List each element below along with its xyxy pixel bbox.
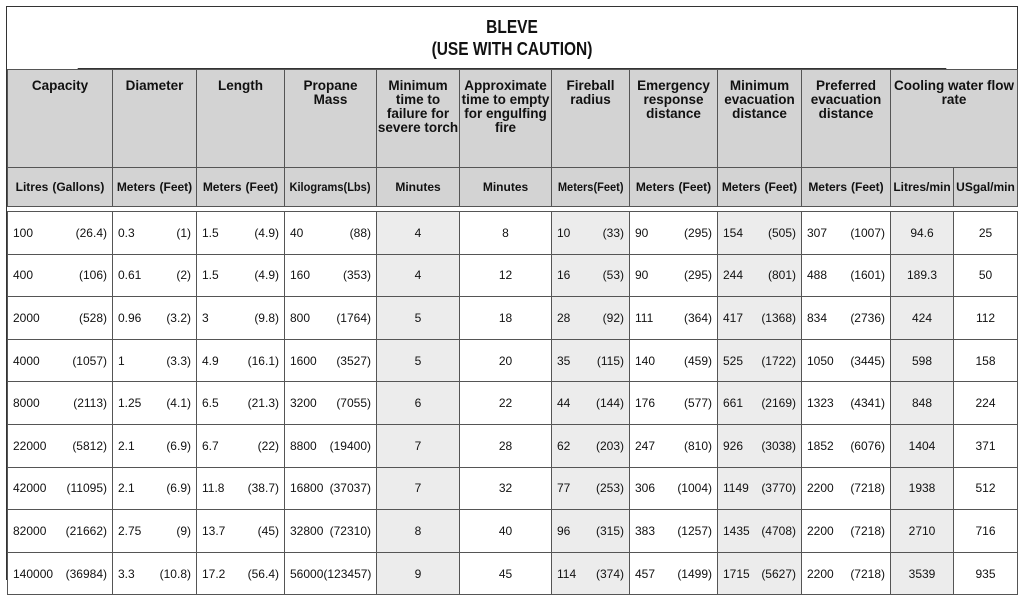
- cell-value: 62: [557, 438, 571, 453]
- table-cell: [718, 382, 802, 425]
- cell-value-alt: (2169): [761, 396, 796, 411]
- table-row: [8, 254, 1018, 297]
- cell-value-alt: (21662): [65, 523, 107, 538]
- cell-value: 4.9: [202, 353, 219, 368]
- cell-value: 1.5: [202, 268, 219, 283]
- table-cell: 4: [377, 212, 460, 255]
- table-cell: [630, 297, 718, 340]
- unit-emergency: Meters (Feet): [630, 168, 718, 207]
- cell-value-alt: (4708): [761, 523, 796, 538]
- table-cell: [113, 382, 197, 425]
- cell-value-alt: (123457): [323, 566, 372, 581]
- table-cell: [630, 467, 718, 510]
- cell-value: 306: [635, 481, 656, 496]
- header-min-time: Minimum time to failure for severe torch: [377, 70, 460, 168]
- cell-value: 2200: [807, 523, 834, 538]
- table-cell: [630, 424, 718, 467]
- cell-value-alt: (7218): [850, 481, 885, 496]
- cell-value-alt: (3.2): [166, 310, 191, 325]
- table-cell: [8, 212, 113, 255]
- table-cell: 716: [954, 510, 1018, 553]
- header-approx-time: Approximate time to empty for engulfing fire: [460, 70, 552, 168]
- cell-value: 8800: [290, 438, 317, 453]
- table-cell: 9: [377, 552, 460, 595]
- table-cell: [113, 212, 197, 255]
- table-cell: [630, 212, 718, 255]
- cell-value: 1435: [723, 523, 750, 538]
- table-cell: [8, 297, 113, 340]
- cell-value-alt: (11095): [66, 481, 107, 496]
- cell-value: 1149: [723, 481, 749, 496]
- cell-value-alt: (4.9): [254, 225, 279, 240]
- table-cell: [113, 254, 197, 297]
- cell-value-alt: (1499): [677, 566, 712, 581]
- table-cell: 40: [460, 510, 552, 553]
- cell-value: 1.5: [202, 225, 219, 240]
- table-cell: [197, 510, 285, 553]
- table-cell: [285, 339, 377, 382]
- cell-value: 3200: [290, 396, 317, 411]
- title-line-1: BLEVE: [486, 17, 538, 37]
- cell-value: 111: [635, 310, 654, 325]
- cell-value: 1050: [807, 353, 834, 368]
- table-cell: [802, 467, 891, 510]
- cell-value: 32800: [290, 523, 324, 538]
- cell-value-alt: (37037): [329, 481, 371, 496]
- table-cell: [718, 297, 802, 340]
- table-cell: [802, 212, 891, 255]
- cell-value: 114: [557, 566, 577, 581]
- cell-value: 77: [557, 481, 571, 496]
- table-cell: [197, 254, 285, 297]
- cell-value-alt: (295): [683, 225, 712, 240]
- cell-value-alt: (315): [595, 523, 624, 538]
- cell-value-alt: (21.3): [247, 396, 279, 411]
- cell-value-alt: (9): [176, 523, 191, 538]
- cell-value-alt: (144): [595, 396, 624, 411]
- table-cell: [197, 382, 285, 425]
- cell-value-alt: (10.8): [159, 566, 191, 581]
- table-cell: 8: [460, 212, 552, 255]
- cell-value: 16: [557, 268, 571, 283]
- cell-value: 0.96: [118, 310, 142, 325]
- cell-value: 17.2: [202, 566, 226, 581]
- cell-value: 100: [13, 225, 34, 240]
- table-cell: 5: [377, 339, 460, 382]
- cell-value-alt: (353): [342, 268, 371, 283]
- cell-value-alt: (1007): [850, 225, 885, 240]
- cell-value: 1600: [290, 353, 317, 368]
- cell-value-alt: (5627): [761, 566, 796, 581]
- table-cell: [8, 510, 113, 553]
- cell-value-alt: (1257): [677, 523, 712, 538]
- table-row: [8, 212, 1018, 255]
- table-cell: [552, 510, 630, 553]
- table-cell: [718, 510, 802, 553]
- table-cell: [197, 467, 285, 510]
- table-cell: [285, 467, 377, 510]
- cell-value: 834: [807, 310, 828, 325]
- header-capacity: Capacity: [8, 70, 113, 168]
- table-cell: [113, 424, 197, 467]
- cell-value: 176: [635, 396, 656, 411]
- cell-value-alt: (115): [596, 353, 624, 368]
- cell-value-alt: (16.1): [247, 353, 279, 368]
- table-cell: [113, 552, 197, 595]
- cell-value: 0.3: [118, 225, 135, 240]
- table-cell: [197, 339, 285, 382]
- table-cell: [718, 552, 802, 595]
- unit-min-time: Minutes: [377, 168, 460, 207]
- cell-value-alt: (3527): [336, 353, 371, 368]
- cell-value-alt: (53): [602, 268, 624, 283]
- cell-value: 56000: [290, 566, 324, 581]
- cell-value: 417: [723, 310, 744, 325]
- table-cell: 45: [460, 552, 552, 595]
- table-cell: [285, 212, 377, 255]
- cell-value: 2.1: [118, 481, 135, 496]
- table-cell: [802, 424, 891, 467]
- unit-pref-evac: Meters (Feet): [802, 168, 891, 207]
- table-cell: 18: [460, 297, 552, 340]
- cell-value: 400: [13, 268, 34, 283]
- table-cell: [802, 510, 891, 553]
- table-row: [8, 297, 1018, 340]
- table-cell: 6: [377, 382, 460, 425]
- table-cell: 8: [377, 510, 460, 553]
- unit-min-evac: Meters (Feet): [718, 168, 802, 207]
- table-cell: [113, 467, 197, 510]
- table-cell: 2710: [891, 510, 954, 553]
- cell-value-alt: (22): [257, 438, 279, 453]
- cell-value-alt: (1601): [850, 268, 885, 283]
- table-cell: 5: [377, 297, 460, 340]
- cell-value-alt: (36984): [65, 566, 107, 581]
- table-cell: 424: [891, 297, 954, 340]
- table-cell: [552, 339, 630, 382]
- table-cell: 935: [954, 552, 1018, 595]
- cell-value: 154: [723, 225, 744, 240]
- cell-value-alt: (1368): [761, 310, 796, 325]
- table-title: [78, 7, 947, 69]
- table-cell: [552, 297, 630, 340]
- cell-value: 1: [118, 353, 125, 368]
- table-cell: [197, 212, 285, 255]
- cell-value: 1.25: [118, 396, 142, 411]
- cell-value-alt: (1004): [677, 481, 712, 496]
- cell-value: 82000: [13, 523, 47, 538]
- cell-value-alt: (2736): [850, 310, 885, 325]
- cell-value: 926: [723, 438, 744, 453]
- cell-value-alt: (106): [78, 268, 107, 283]
- cell-value: 6.5: [202, 396, 219, 411]
- table-cell: [630, 339, 718, 382]
- table-cell: [197, 552, 285, 595]
- table-cell: [8, 382, 113, 425]
- table-cell: [8, 467, 113, 510]
- cell-value-alt: (3770): [761, 481, 796, 496]
- cell-value-alt: (528): [78, 310, 107, 325]
- cell-value: 90: [635, 268, 649, 283]
- table-cell: [8, 339, 113, 382]
- table-cell: [8, 254, 113, 297]
- cell-value-alt: (7055): [336, 396, 371, 411]
- table-cell: [718, 212, 802, 255]
- table-cell: 189.3: [891, 254, 954, 297]
- bleve-table-frame: [6, 6, 1018, 580]
- table-cell: 4: [377, 254, 460, 297]
- unit-capacity: Litres (Gallons): [8, 168, 113, 207]
- table-cell: [718, 339, 802, 382]
- title-line-2: (USE WITH CAUTION): [431, 39, 593, 59]
- unit-length: Meters (Feet): [197, 168, 285, 207]
- table-cell: 7: [377, 467, 460, 510]
- cell-value: 3.3: [118, 566, 135, 581]
- table-cell: 371: [954, 424, 1018, 467]
- cell-value: 457: [635, 566, 656, 581]
- cell-value: 140000: [13, 566, 54, 581]
- header-propane-mass: Propane Mass: [285, 70, 377, 168]
- cell-value-alt: (505): [767, 225, 796, 240]
- table-cell: 3539: [891, 552, 954, 595]
- cell-value-alt: (4.1): [166, 396, 191, 411]
- cell-value: 6.7: [202, 438, 219, 453]
- cell-value-alt: (6.9): [166, 481, 191, 496]
- table-cell: [630, 382, 718, 425]
- unit-approx-time: Minutes: [460, 168, 552, 207]
- cell-value-alt: (5812): [72, 438, 107, 453]
- cell-value: 244: [723, 268, 744, 283]
- header-min-evac: Minimum evacuation distance: [718, 70, 802, 168]
- cell-value: 44: [557, 396, 571, 411]
- unit-fireball: Meters(Feet): [552, 168, 630, 207]
- table-row: [8, 510, 1018, 553]
- cell-value-alt: (92): [602, 310, 624, 325]
- cell-value: 140: [635, 353, 656, 368]
- cell-value-alt: (45): [257, 523, 279, 538]
- table-row: [8, 339, 1018, 382]
- table-cell: 158: [954, 339, 1018, 382]
- cell-value-alt: (72310): [329, 523, 371, 538]
- table-cell: [630, 552, 718, 595]
- cell-value-alt: (1764): [336, 310, 371, 325]
- cell-value: 11.8: [202, 481, 225, 496]
- table-cell: 512: [954, 467, 1018, 510]
- table-cell: 22: [460, 382, 552, 425]
- cell-value: 40: [290, 225, 304, 240]
- header-length: Length: [197, 70, 285, 168]
- cell-value-alt: (38.7): [247, 481, 279, 496]
- cell-value-alt: (253): [595, 481, 624, 496]
- cell-value-alt: (577): [683, 396, 712, 411]
- cell-value-alt: (295): [683, 268, 712, 283]
- cell-value: 160: [290, 268, 311, 283]
- cell-value-alt: (1): [176, 225, 191, 240]
- cell-value: 2200: [807, 566, 834, 581]
- cell-value: 0.61: [118, 268, 142, 283]
- table-cell: [552, 552, 630, 595]
- cell-value: 488: [807, 268, 828, 283]
- table-cell: 7: [377, 424, 460, 467]
- table-cell: [285, 382, 377, 425]
- table-cell: [113, 339, 197, 382]
- table-cell: [802, 552, 891, 595]
- table-cell: 112: [954, 297, 1018, 340]
- cell-value-alt: (364): [683, 310, 712, 325]
- cell-value: 8000: [13, 396, 40, 411]
- cell-value: 13.7: [202, 523, 226, 538]
- table-cell: [718, 424, 802, 467]
- table-cell: [552, 212, 630, 255]
- table-cell: [718, 467, 802, 510]
- table-cell: [197, 297, 285, 340]
- cell-value-alt: (88): [349, 225, 371, 240]
- table-cell: [285, 297, 377, 340]
- cell-value: 2.1: [118, 438, 135, 453]
- cell-value-alt: (810): [683, 438, 712, 453]
- cell-value-alt: (6076): [850, 438, 885, 453]
- header-fireball: Fireball radius: [552, 70, 630, 168]
- table-cell: 848: [891, 382, 954, 425]
- table-cell: 50: [954, 254, 1018, 297]
- cell-value: 3: [202, 310, 209, 325]
- table-cell: [197, 424, 285, 467]
- table-cell: [552, 382, 630, 425]
- cell-value-alt: (4341): [850, 396, 885, 411]
- cell-value-alt: (6.9): [166, 438, 191, 453]
- cell-value: 16800: [290, 481, 324, 496]
- table-cell: [285, 424, 377, 467]
- table-cell: [552, 467, 630, 510]
- cell-value-alt: (56.4): [247, 566, 279, 581]
- cell-value: 4000: [13, 353, 40, 368]
- cell-value-alt: (374): [595, 566, 624, 581]
- cell-value-alt: (3445): [850, 353, 885, 368]
- table-cell: [8, 552, 113, 595]
- table-cell: 20: [460, 339, 552, 382]
- cell-value: 1323: [807, 396, 834, 411]
- table-cell: [630, 254, 718, 297]
- cell-value: 2200: [807, 481, 834, 496]
- cell-value: 1852: [807, 438, 834, 453]
- cell-value-alt: (9.8): [254, 310, 279, 325]
- cell-value: 96: [557, 523, 571, 538]
- cell-value: 661: [723, 396, 744, 411]
- table-cell: [552, 254, 630, 297]
- unit-propane-mass: Kilograms(Lbs): [285, 168, 377, 207]
- header-pref-evac: Preferred evacuation distance: [802, 70, 891, 168]
- table-cell: [285, 552, 377, 595]
- cell-value: 2000: [13, 310, 40, 325]
- table-cell: 94.6: [891, 212, 954, 255]
- table-cell: [552, 424, 630, 467]
- cell-value-alt: (1057): [72, 353, 107, 368]
- table-cell: [8, 424, 113, 467]
- table-cell: 32: [460, 467, 552, 510]
- cell-value: 800: [290, 310, 311, 325]
- header-diameter: Diameter: [113, 70, 197, 168]
- cell-value: 307: [807, 225, 828, 240]
- table-cell: [802, 254, 891, 297]
- cell-value-alt: (7218): [850, 523, 885, 538]
- header-emergency: Emergency response distance: [630, 70, 718, 168]
- cell-value-alt: (7218): [850, 566, 885, 581]
- cell-value: 2.75: [118, 523, 142, 538]
- table-cell: [630, 510, 718, 553]
- cell-value-alt: (801): [767, 268, 796, 283]
- table-cell: [802, 297, 891, 340]
- cell-value: 525: [723, 353, 744, 368]
- table-cell: 12: [460, 254, 552, 297]
- table-cell: [802, 339, 891, 382]
- cell-value: 90: [635, 225, 649, 240]
- cell-value-alt: (33): [602, 225, 624, 240]
- table-row: [8, 424, 1018, 467]
- unit-cooling-usgal: USgal/min: [954, 168, 1018, 207]
- cell-value: 247: [635, 438, 656, 453]
- unit-cooling-litres: Litres/min: [891, 168, 954, 207]
- table-cell: 1938: [891, 467, 954, 510]
- cell-value: 42000: [13, 481, 47, 496]
- cell-value: 35: [557, 353, 571, 368]
- cell-value-alt: (2113): [73, 396, 107, 411]
- cell-value: 22000: [13, 438, 47, 453]
- table-cell: [113, 510, 197, 553]
- table-cell: [802, 382, 891, 425]
- cell-value: 28: [557, 310, 571, 325]
- table-cell: [285, 510, 377, 553]
- cell-value: 383: [635, 523, 656, 538]
- bleve-table: [7, 69, 1018, 595]
- cell-value-alt: (4.9): [254, 268, 279, 283]
- table-cell: 28: [460, 424, 552, 467]
- cell-value-alt: (459): [683, 353, 712, 368]
- table-cell: [285, 254, 377, 297]
- table-cell: 224: [954, 382, 1018, 425]
- table-row: [8, 467, 1018, 510]
- unit-diameter: Meters (Feet): [113, 168, 197, 207]
- cell-value: 1715: [723, 566, 750, 581]
- cell-value-alt: (2): [176, 268, 191, 283]
- cell-value: 10: [557, 225, 571, 240]
- table-row: [8, 382, 1018, 425]
- cell-value-alt: (3.3): [166, 353, 191, 368]
- table-cell: 25: [954, 212, 1018, 255]
- header-cooling: Cooling water flow rate: [891, 70, 1018, 168]
- table-cell: [718, 254, 802, 297]
- cell-value-alt: (26.4): [75, 225, 107, 240]
- table-cell: 1404: [891, 424, 954, 467]
- table-cell: [113, 297, 197, 340]
- cell-value-alt: (19400): [329, 438, 371, 453]
- cell-value-alt: (1722): [761, 353, 796, 368]
- cell-value-alt: (3038): [761, 438, 796, 453]
- table-row: [8, 552, 1018, 595]
- cell-value-alt: (203): [595, 438, 624, 453]
- table-cell: 598: [891, 339, 954, 382]
- table-body: [8, 212, 1018, 595]
